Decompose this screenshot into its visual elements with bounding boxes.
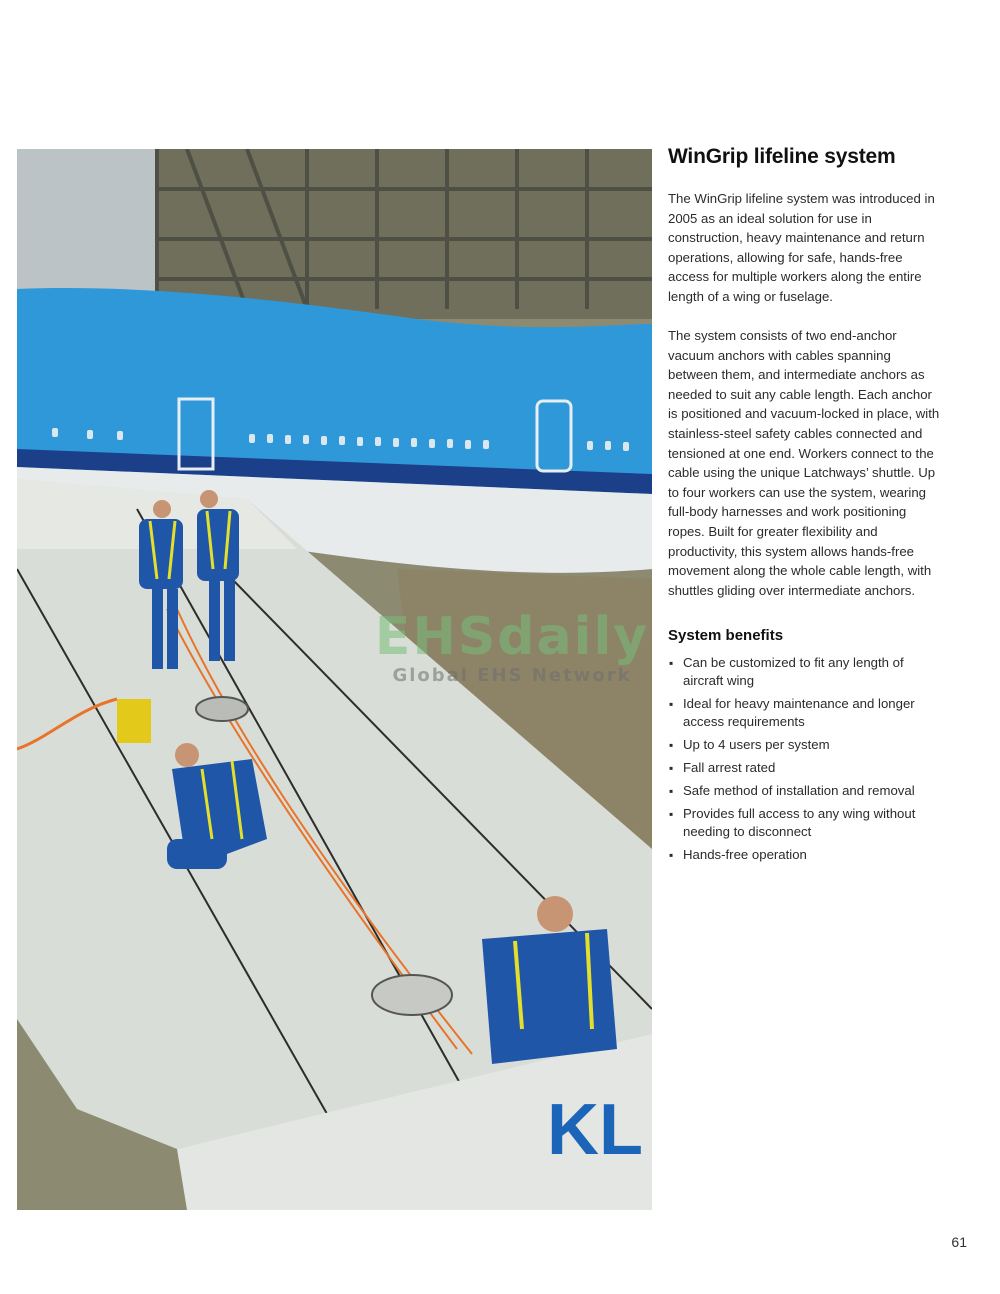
benefit-item: ▪ Can be customized to fit any length of aircraft wing [669, 655, 904, 689]
watermark-tagline: Global EHS Network [392, 665, 632, 686]
bullet-icon: ▪ [669, 656, 674, 671]
benefit-item: ▪ Safe method of installation and removal [669, 783, 915, 799]
text-column [668, 145, 943, 869]
benefit-item: ▪ Up to 4 users per system [669, 737, 830, 753]
watermark-logo-text: EHSdaily [374, 607, 650, 667]
benefit-item: ▪ Provides full access to any wing without needing to disconnect [669, 806, 916, 840]
benefit-item: ▪ Hands-free operation [669, 847, 807, 863]
benefits-title: System benefits [668, 627, 784, 645]
bullet-icon: ▪ [669, 848, 674, 863]
benefit-item: ▪ Ideal for heavy maintenance and longer access requirements [669, 696, 915, 730]
aircraft-wing-photo [17, 149, 652, 1210]
bullet-icon: ▪ [669, 807, 674, 822]
benefit-item: ▪ Fall arrest rated [669, 760, 776, 776]
bullet-icon: ▪ [669, 784, 674, 799]
bullet-icon: ▪ [669, 738, 674, 753]
article-title: WinGrip lifeline system [668, 145, 896, 168]
article-paragraph-1: The WinGrip lifeline system was introduced in 2005 as an ideal solution for use in construction, heavy maintenance and return operations, allowing for safe, hands-free access for multiple workers along the entire length of a wing or fuselage. [668, 191, 935, 304]
article-paragraph-2: The system consists of two end-anchor vacuum anchors with cables spanning between them, and intermediate anchors as needed to suit any cable length. Each anchor is positioned and vacuum-locked in place, with stainless-steel safety cables connected and tensioned at one end. Workers connect to the cable using the unique Latchways’ shuttle. Up to four workers can use the system, wearing full-body harnesses and work positioning ropes. Built for greater flexibility and productivity, this system allows hands-free movement along the whole cable length, with shuttles gliding over intermediate anchors. [668, 328, 940, 598]
page-number: 61 [951, 1234, 967, 1250]
bullet-icon: ▪ [669, 761, 674, 776]
benefits-list [668, 654, 943, 864]
tail-logo-text: KL [547, 1090, 643, 1170]
bullet-icon: ▪ [669, 697, 674, 712]
